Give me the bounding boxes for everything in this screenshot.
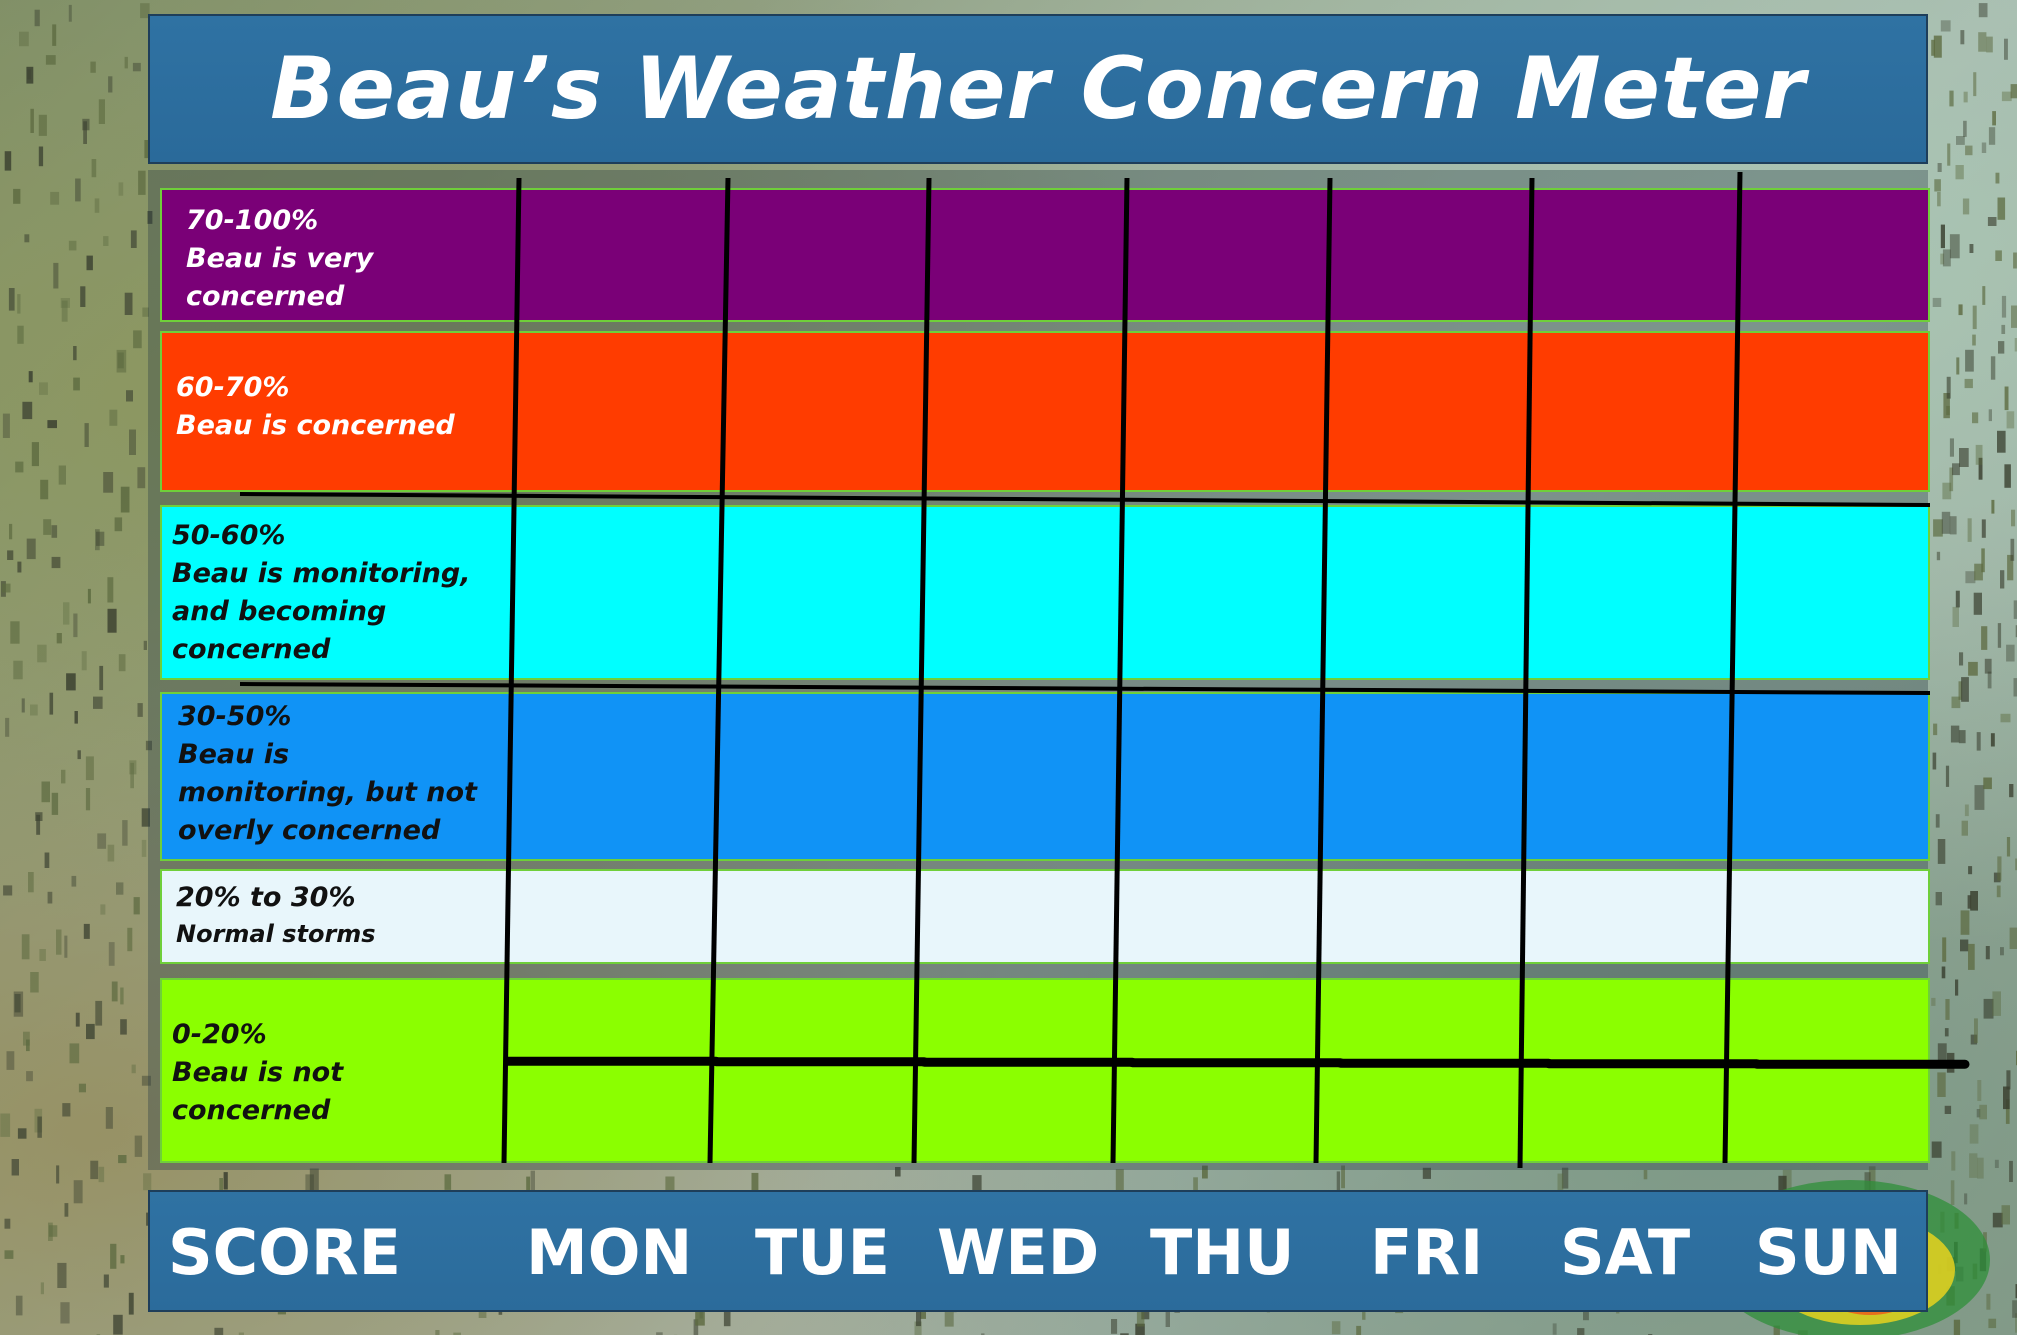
day-label-thu: THU bbox=[1150, 1216, 1295, 1289]
level-description-line: overly concerned bbox=[178, 815, 441, 846]
column-divider-thu-fri bbox=[1316, 178, 1330, 1163]
level-description-line: concerned bbox=[172, 1095, 331, 1126]
day-axis-bar bbox=[148, 1190, 1928, 1312]
level-range: 0-20% bbox=[172, 1019, 267, 1050]
x-axis-score-label: SCORE bbox=[168, 1216, 401, 1289]
day-label-tue: TUE bbox=[755, 1216, 890, 1289]
level-range: 30-50% bbox=[178, 701, 292, 732]
column-divider-fri-sat bbox=[1520, 178, 1532, 1168]
level-range: 50-60% bbox=[172, 520, 286, 551]
daily-concern-line bbox=[508, 1061, 1965, 1064]
row-divider bbox=[240, 684, 1930, 693]
level-description-line: Beau is not bbox=[172, 1057, 344, 1088]
column-divider-wed-thu bbox=[1113, 178, 1127, 1163]
column-divider-score-mon bbox=[504, 178, 519, 1163]
column-divider-mon-tue bbox=[710, 178, 728, 1163]
day-label-mon: MON bbox=[526, 1216, 693, 1289]
column-divider-tue-wed bbox=[914, 178, 929, 1163]
day-label-sat: SAT bbox=[1560, 1216, 1691, 1289]
day-label-wed: WED bbox=[937, 1216, 1100, 1289]
level-description-line: concerned bbox=[172, 634, 331, 665]
day-label-fri: FRI bbox=[1370, 1216, 1484, 1289]
level-description-line: monitoring, but not bbox=[178, 777, 477, 808]
level-description-line: Beau is very bbox=[186, 243, 374, 274]
level-description-line: Beau is bbox=[178, 739, 290, 770]
row-divider bbox=[240, 494, 1930, 505]
day-label-sun: SUN bbox=[1755, 1216, 1902, 1289]
chart-title: Beau’s Weather Concern Meter bbox=[270, 39, 1806, 139]
level-range: 60-70% bbox=[176, 372, 290, 403]
level-description-line: Beau is concerned bbox=[176, 410, 455, 441]
level-description-line: Beau is monitoring, bbox=[172, 558, 471, 589]
level-range: 70-100% bbox=[186, 205, 319, 236]
level-description-line: Normal storms bbox=[176, 920, 376, 948]
level-description-line: and becoming bbox=[172, 596, 387, 627]
level-range: 20% to 30% bbox=[176, 882, 356, 913]
level-description-line: concerned bbox=[186, 281, 345, 312]
column-divider-sat-sun bbox=[1725, 172, 1740, 1163]
